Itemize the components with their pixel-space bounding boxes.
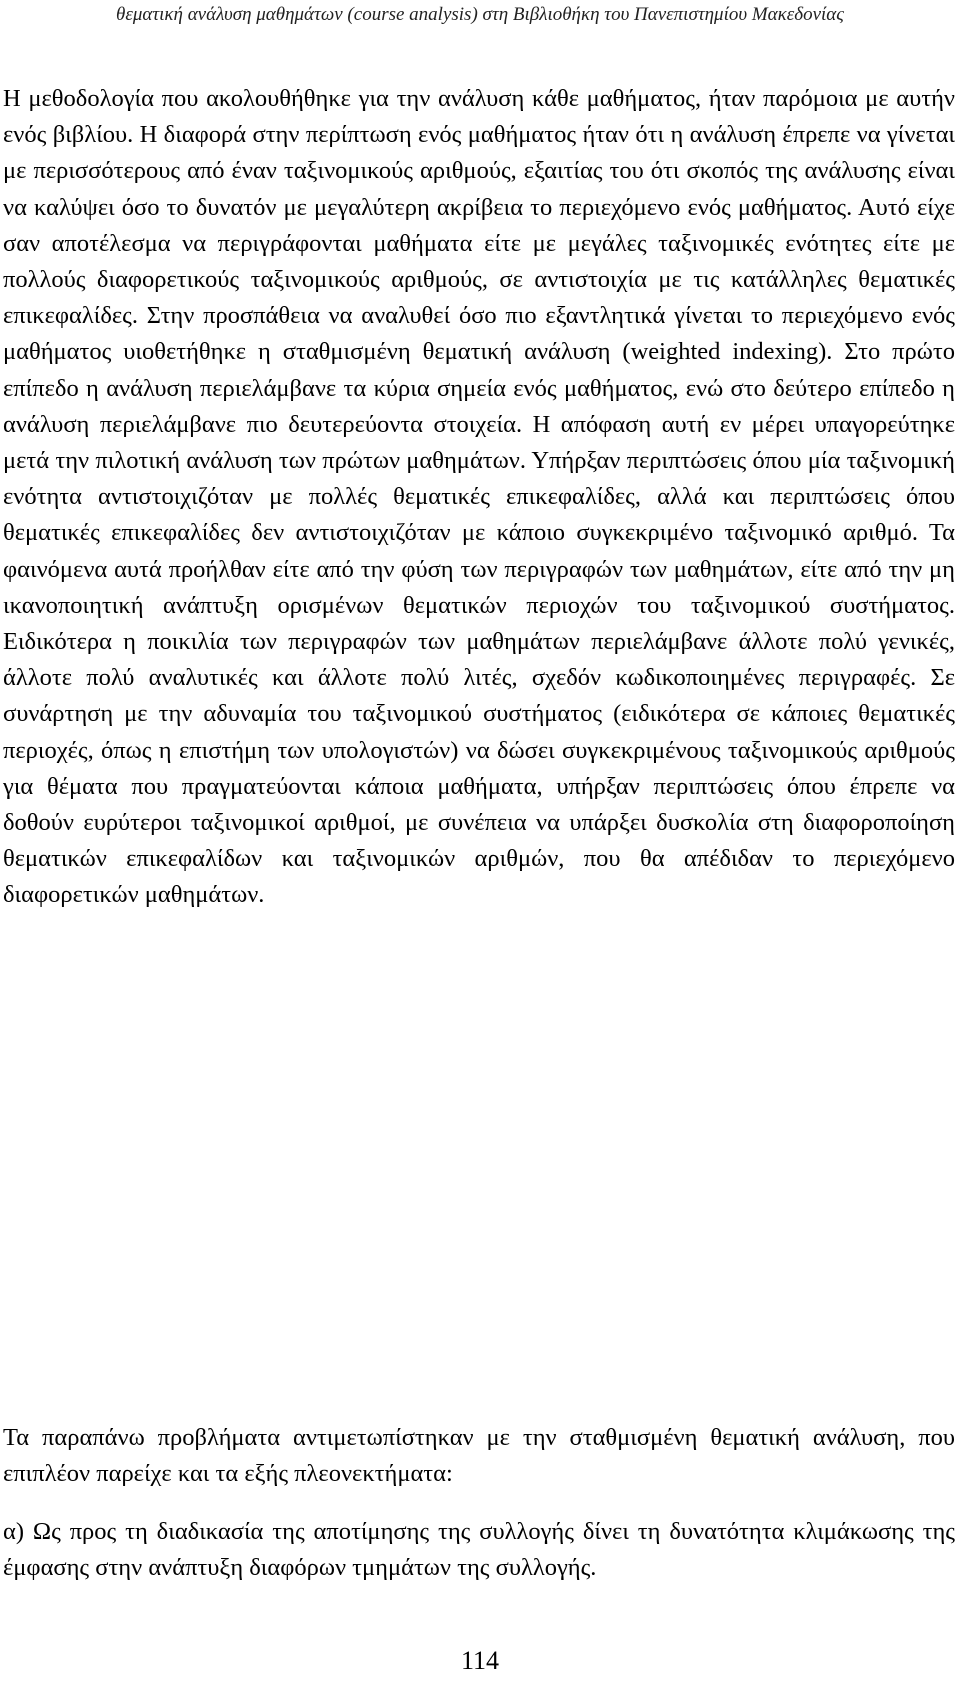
page-number: 114 [460,1646,500,1675]
body-paragraph-methodology: Η μεθοδολογία που ακολουθήθηκε για την ανάλυση κάθε μαθήματος, ήταν παρόμοια με αυτήν ενός βιβλίου. Η διαφορά στην περίπτωση ενός μαθήματος ήταν ότι η ανάλυση έπρεπε να γίνεται με περισσότερους από έναν ταξινομικούς αριθμούς, εξαιτίας του ότι σκοπός της ανάλυσης είναι να καλύψει όσο το δυνατόν με μεγαλύτερη ακρίβεια το περιεχόμενο ενός μαθήματος. Αυτό είχε σαν αποτέλεσμα να περιγράφονται μαθήματα είτε με μεγάλες ταξινομικές ενότητες είτε με πολλούς διαφορετικούς ταξινομικούς αριθμούς, σε αντιστοιχία με τις κατάλληλες θεματικές επικεφαλίδες. Στην προσπάθεια να αναλυθεί όσο πιο εξαντλητικά γίνεται το περιεχόμενο ενός μαθήματος υιοθετήθηκε η σταθμισμένη θεματική ανάλυση (weighted indexing). Στο πρώτο επίπεδο η ανάλυση περιελάμβανε τα κύρια σημεία ενός μαθήματος, ενώ στο δεύτερο επίπεδο η ανάλυση περιελάμβανε πιο δευτερεύοντα στοιχεία. Η απόφαση αυτή εν μέρει υπαγορεύτηκε μετά την πιλοτική ανάλυση των πρώτων μαθημάτων. Υπήρξαν περιπτώσεις όπου μία ταξινομική ενότητα αντιστοιχιζόταν με πολλές θεματικές επικεφαλίδες, αλλά και περιπτώσεις όπου θεματικές επικεφαλίδες δεν αντιστοιχιζόταν με κάποιο συγκεκριμένο ταξινομικό αριθμό. Τα φαινόμενα αυτά προήλθαν είτε από την φύση των περιγραφών των μαθημάτων, είτε από την μη ικανοποιητική ανάπτυξη ορισμένων θεματικών περιοχών του ταξινομικού συστήματος. Ειδικότερα η ποικιλία των περιγραφών των μαθημάτων περιελάμβανε άλλοτε πολύ γενικές, άλλοτε πολύ αναλυτικές και άλλοτε πολύ λιτές, σχεδόν κωδικοποιημένες περιγραφές. Σε συνάρτηση με την αδυναμία του ταξινομικού συστήματος (ειδικότερα σε κάποιες θεματικές περιοχές, όπως η επιστήμη των υπολογιστών) να δώσει συγκεκριμένους ταξινομικούς αριθμούς για θέματα που πραγματεύονται κάποια μαθήματα, υπήρξαν περιπτώσεις όπου έπρεπε να δοθούν ευρύτεροι ταξινομικοί αριθμοί, με συνέπεια να υπάρξει δυσκολία στη διαφοροποίηση θεματικών επικεφαλίδων και ταξινομικών αριθμών, που θα απέδιδαν το περιεχόμενο διαφορετικών μαθημάτων. [3,85,955,909]
body-paragraph-weighted-indexing: Τα παραπάνω προβλήματα αντιμετωπίστηκαν με την σταθμισμένη θεματική ανάλυση, που επιπλέον παρείχε και τα εξής πλεονεκτήματα: [3,1424,955,1488]
running-header: θεματική ανάλυση μαθημάτων (course analysis) στη Βιβλιοθήκη του Πανεπιστημίου Μακεδονίας [116,4,844,25]
body-paragraph-advantage-a: α) Ως προς τη διαδικασία της αποτίμησης της συλλογής δίνει τη δυνατότητα κλιμάκωσης της έμφασης στην ανάπτυξη διαφόρων τμημάτων της συλλογής. [3,1518,955,1582]
